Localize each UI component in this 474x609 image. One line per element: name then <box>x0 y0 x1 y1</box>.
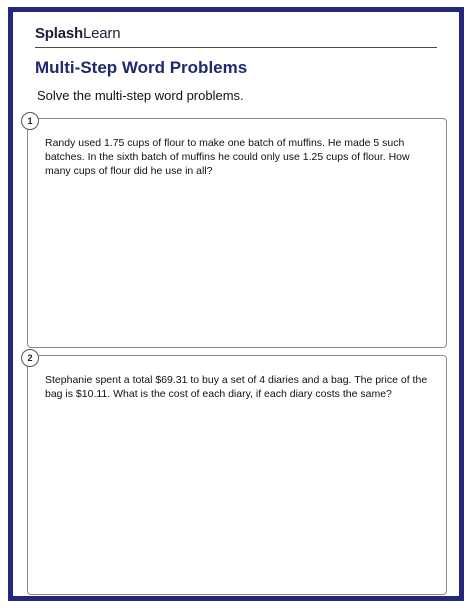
problem-card-1 <box>27 118 447 348</box>
header-divider <box>35 47 437 48</box>
logo-bold-text: Splash <box>35 25 83 42</box>
logo-light-text: Learn <box>82 25 121 42</box>
problem-number-badge: 2 <box>21 349 39 367</box>
problem-text: Randy used 1.75 cups of flour to make one batch of muffins. He made 5 such batches. In the sixth batch of muffins he could only use 1.25 cups of flour. How many cups of flour did he use in all? <box>45 137 410 177</box>
problem-number-badge: 1 <box>21 112 39 130</box>
instructions: Solve the multi-step word problems. <box>37 88 244 103</box>
problem-card-2 <box>27 355 447 595</box>
splashlearn-logo <box>35 25 120 42</box>
worksheet-title: Multi-Step Word Problems <box>35 58 248 77</box>
problem-text: Stephanie spent a total $69.31 to buy a set of 4 diaries and a bag. The price of the bag is $10.11. What is the cost of each diary, if each diary costs the same? <box>45 374 428 400</box>
worksheet-page <box>8 7 464 601</box>
